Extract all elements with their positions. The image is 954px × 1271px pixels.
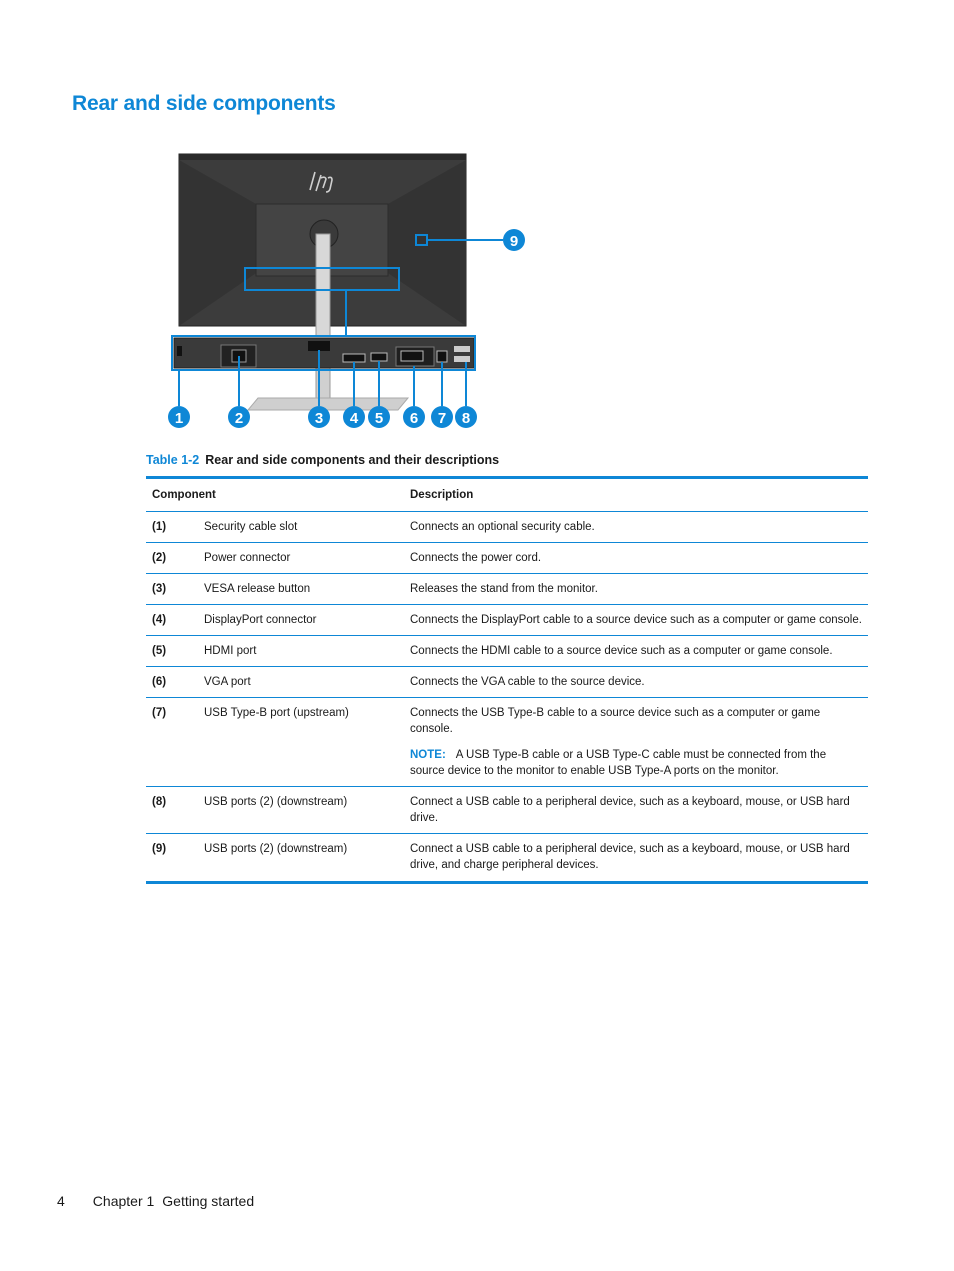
row-component: VESA release button [198,574,404,605]
row-description: Connect a USB cable to a peripheral device, such as a keyboard, mouse, or USB hard drive, and charge peripheral devices. [410,843,850,871]
table-caption [146,453,499,467]
row-description: Connects the VGA cable to the source device. [404,667,868,698]
row-number: (7) [146,698,198,787]
row-number: (5) [146,636,198,667]
page-number: 4 [57,1193,65,1209]
row-number: (4) [146,605,198,636]
row-description: Connects the power cord. [404,543,868,574]
svg-text:8: 8 [461,410,471,427]
callout-9 [503,229,525,251]
note-text: A USB Type-B cable or a USB Type-C cable must be connected from the source device to the monitor to enable USB Type-A ports on the monitor. [410,749,827,777]
row-component: DisplayPort connector [198,605,404,636]
monitor-rear-illustration [168,148,548,438]
svg-text:1: 1 [174,410,184,427]
callout-3 [308,406,330,428]
row-component: HDMI port [198,636,404,667]
row-component: Power connector [198,543,404,574]
svg-text:4: 4 [349,410,359,427]
row-description: Connects the DisplayPort cable to a source device such as a computer or game console. [404,605,868,636]
svg-text:6: 6 [409,410,419,427]
callout-7 [431,406,453,428]
row-description: Connect a USB cable to a peripheral device, such as a keyboard, mouse, or USB hard drive. [404,787,868,834]
row-description: Connects the HDMI cable to a source device such as a computer or game console. [404,636,868,667]
row-number: (6) [146,667,198,698]
row-component: VGA port [198,667,404,698]
note-label: NOTE: [410,749,446,761]
table-row [146,512,868,543]
table-row [146,605,868,636]
svg-text:5: 5 [374,410,384,427]
row-component: USB ports (2) (downstream) [198,787,404,834]
chapter-label: Chapter 1 [92,1193,155,1209]
row-number: (3) [146,574,198,605]
table-row [146,698,868,787]
callout-6 [403,406,425,428]
page-title: Rear and side components [72,92,336,115]
row-description: Releases the stand from the monitor. [404,574,868,605]
table-row [146,543,868,574]
table-row [146,574,868,605]
note [410,747,862,779]
row-description-text: Connects the USB Type-B cable to a source device such as a computer or game console. [410,707,821,735]
callout-1 [168,406,190,428]
row-description [404,698,868,787]
row-number: (9) [152,843,167,855]
svg-text:9: 9 [509,233,519,250]
row-number: (1) [146,512,198,543]
callout-5 [368,406,390,428]
table-row [146,667,868,698]
callout-2 [228,406,250,428]
chapter-title: Getting started [162,1193,255,1209]
svg-text:3: 3 [314,410,324,427]
header-description: Description [404,478,868,512]
page-footer [57,1193,254,1209]
table-header-row [146,478,868,512]
table-row [146,834,868,883]
row-description: Connects an optional security cable. [404,512,868,543]
svg-text:7: 7 [437,410,447,427]
row-component: USB ports (2) (downstream) [204,843,348,855]
callout-4 [343,406,365,428]
row-component: Security cable slot [198,512,404,543]
callout-8 [455,406,477,428]
table-row [146,787,868,834]
row-number: (2) [146,543,198,574]
header-component: Component [146,478,404,512]
row-number: (8) [146,787,198,834]
svg-text:2: 2 [234,410,244,427]
row-component: USB Type-B port (upstream) [198,698,404,787]
table-caption-label: Table 1-2 [146,453,200,467]
table-row [146,636,868,667]
components-table [146,476,868,884]
table-caption-text: Rear and side components and their descriptions [205,453,500,467]
